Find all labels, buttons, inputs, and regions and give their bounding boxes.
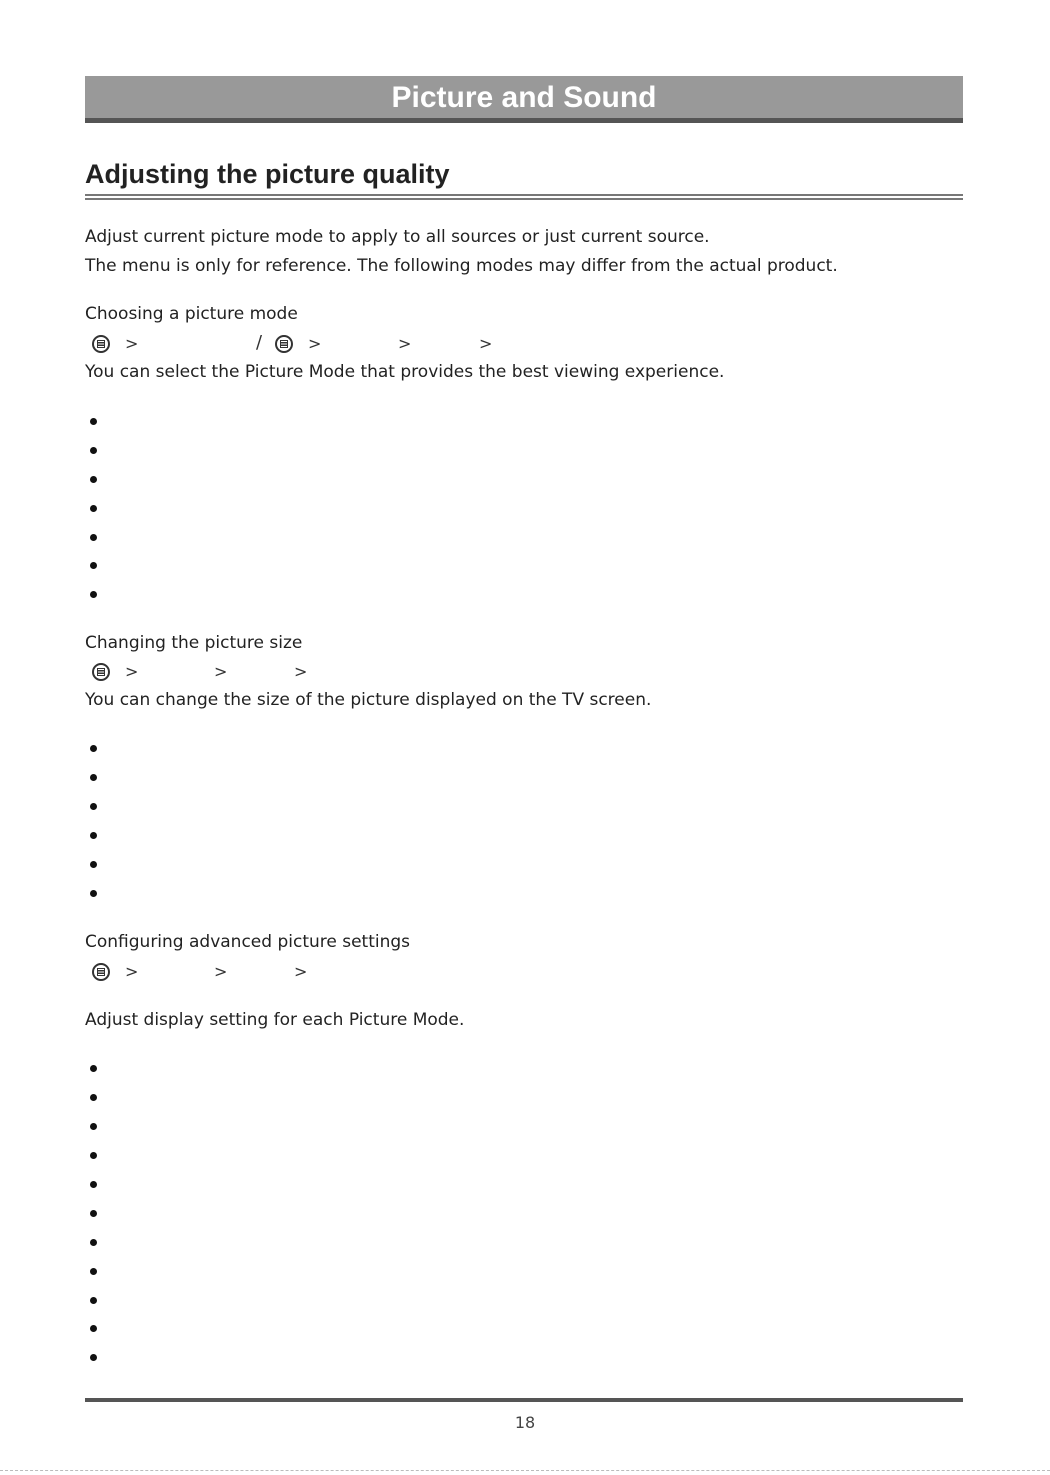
bullet-icon — [90, 1268, 97, 1275]
path-separator: > — [125, 334, 139, 353]
path-separator: > — [125, 962, 139, 981]
bullet-icon — [90, 476, 97, 483]
path-divider: / — [256, 332, 263, 353]
menu-icon — [275, 335, 293, 353]
picture-size-description: You can change the size of the picture displayed on the TV screen. — [85, 690, 652, 710]
bullet-icon — [90, 832, 97, 839]
chapter-banner — [85, 76, 963, 123]
bullet-icon — [90, 890, 97, 897]
bullet-icon — [90, 774, 97, 781]
footer-divider — [85, 1398, 963, 1402]
bullet-icon — [90, 1325, 97, 1332]
bullet-icon — [90, 1094, 97, 1101]
bullet-icon — [90, 447, 97, 454]
path-separator: > — [294, 662, 308, 681]
bullet-icon — [90, 803, 97, 810]
bullet-icon — [90, 534, 97, 541]
path-separator: > — [294, 962, 308, 981]
intro-line-2: The menu is only for reference. The following modes may differ from the actual product. — [85, 256, 838, 276]
page-edge — [0, 1470, 1050, 1471]
bullet-icon — [90, 1181, 97, 1188]
section-title: Adjusting the picture quality — [85, 159, 450, 189]
bullet-icon — [90, 745, 97, 752]
path-separator: > — [125, 662, 139, 681]
chapter-title: Picture and Sound — [391, 81, 657, 114]
bullet-icon — [90, 1239, 97, 1246]
advanced-description: Adjust display setting for each Picture Mode. — [85, 1010, 465, 1030]
bullet-icon — [90, 1123, 97, 1130]
picture-size-heading: Changing the picture size — [85, 633, 303, 653]
bullet-icon — [90, 591, 97, 598]
bullet-icon — [90, 861, 97, 868]
path-separator: > — [479, 334, 493, 353]
path-separator: > — [308, 334, 322, 353]
menu-icon — [92, 963, 110, 981]
bullet-icon — [90, 562, 97, 569]
picture-mode-description: You can select the Picture Mode that provides the best viewing experience. — [85, 362, 725, 382]
intro-line-1: Adjust current picture mode to apply to all sources or just current source. — [85, 227, 710, 247]
bullet-icon — [90, 1210, 97, 1217]
page-number: 18 — [514, 1413, 536, 1432]
menu-icon — [92, 663, 110, 681]
path-separator: > — [214, 662, 228, 681]
path-separator: > — [398, 334, 412, 353]
bullet-icon — [90, 1297, 97, 1304]
bullet-icon — [90, 1065, 97, 1072]
menu-icon — [92, 335, 110, 353]
bullet-icon — [90, 1152, 97, 1159]
bullet-icon — [90, 505, 97, 512]
bullet-icon — [90, 1354, 97, 1361]
bullet-icon — [90, 418, 97, 425]
picture-mode-heading: Choosing a picture mode — [85, 304, 298, 324]
advanced-heading: Configuring advanced picture settings — [85, 932, 411, 952]
section-divider — [85, 194, 963, 200]
path-separator: > — [214, 962, 228, 981]
